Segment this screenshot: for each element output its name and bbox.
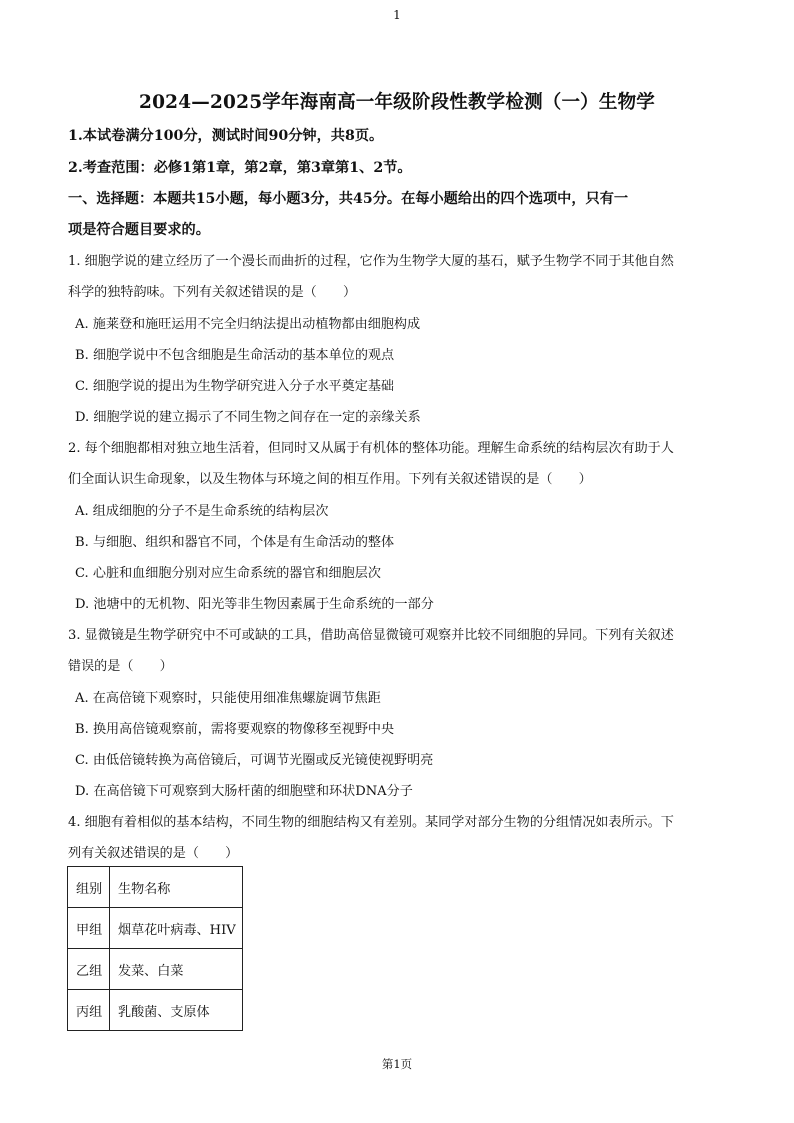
table-cell: 甲组 [68,908,110,949]
q1-option-c: C. 细胞学说的提出为生物学研究进入分子水平奠定基础 [75,379,395,394]
q1-stem-line1: 1. 细胞学说的建立经历了一个漫长而曲折的过程，它作为生物学大厦的基石，赋予生物学不同于其他自然 [68,254,674,269]
table-header-row [68,867,243,908]
q1-option-b: B. 细胞学说中不包含细胞是生命活动的基本单位的观点 [75,348,395,363]
q3-option-b: B. 换用高倍镜观察前，需将要观察的物像移至视野中央 [75,722,395,737]
table-row [68,908,243,949]
exam-title: 2024—2025学年海南高一年级阶段性教学检测（一）生物学 [139,92,655,113]
note-scope: 2.考查范围：必修1第1章，第2章，第3章第1、2节。 [68,160,412,176]
q2-option-d: D. 池塘中的无机物、阳光等非生物因素属于生命系统的一部分 [75,597,434,612]
q2-option-b: B. 与细胞、组织和器官不同，个体是有生命活动的整体 [75,535,395,550]
table-cell: 丙组 [68,990,110,1031]
note-score: 1.本试卷满分100分，测试时间90分钟，共8页。 [68,128,384,144]
section-heading-line1: 一、选择题：本题共15小题，每小题3分，共45分。在每小题给出的四个选项中，只有一 [68,191,629,207]
q1-stem-line2: 科学的独特韵味。下列有关叙述错误的是（ ） [68,285,357,300]
q1-option-a: A. 施莱登和施旺运用不完全归纳法提出动植物都由细胞构成 [75,317,421,332]
section-heading-line2: 项是符合题目要求的。 [68,222,210,238]
table-row [68,990,243,1031]
table-cell: 发菜、白菜 [110,949,243,990]
q4-stem-line1: 4. 细胞有着相似的基本结构，不同生物的细胞结构又有差别。某同学对部分生物的分组情况如表所示。下 [68,815,674,830]
q3-option-d: D. 在高倍镜下可观察到大肠杆菌的细胞壁和环状DNA分子 [75,784,413,799]
q2-option-c: C. 心脏和血细胞分别对应生命系统的器官和细胞层次 [75,566,381,581]
table-row [68,949,243,990]
table-header-cell: 生物名称 [110,867,243,908]
q2-stem-line1: 2. 每个细胞都相对独立地生活着，但同时又从属于有机体的整体功能。理解生命系统的结构层次有助于人 [68,441,674,456]
table-header-cell: 组别 [68,867,110,908]
q3-stem-line1: 3. 显微镜是生物学研究中不可或缺的工具，借助高倍显微镜可观察并比较不同细胞的异同。下列有关叙述 [68,628,674,643]
q3-option-a: A. 在高倍镜下观察时，只能使用细准焦螺旋调节焦距 [75,691,381,706]
q4-stem-line2: 列有关叙述错误的是（ ） [68,846,239,861]
table-cell: 乙组 [68,949,110,990]
page-footer: 第1页 [381,1057,413,1071]
top-page-number: 1 [393,8,401,22]
group-table [67,866,243,1031]
table-cell: 乳酸菌、支原体 [110,990,243,1031]
q2-stem-line2: 们全面认识生命现象，以及生物体与环境之间的相互作用。下列有关叙述错误的是（ ） [68,472,592,487]
q1-option-d: D. 细胞学说的建立揭示了不同生物之间存在一定的亲缘关系 [75,410,421,425]
q3-option-c: C. 由低倍镜转换为高倍镜后，可调节光圈或反光镜使视野明亮 [75,753,434,768]
q3-stem-line2: 错误的是（ ） [68,659,173,674]
table-cell: 烟草花叶病毒、HIV [110,908,243,949]
q2-option-a: A. 组成细胞的分子不是生命系统的结构层次 [75,504,329,519]
